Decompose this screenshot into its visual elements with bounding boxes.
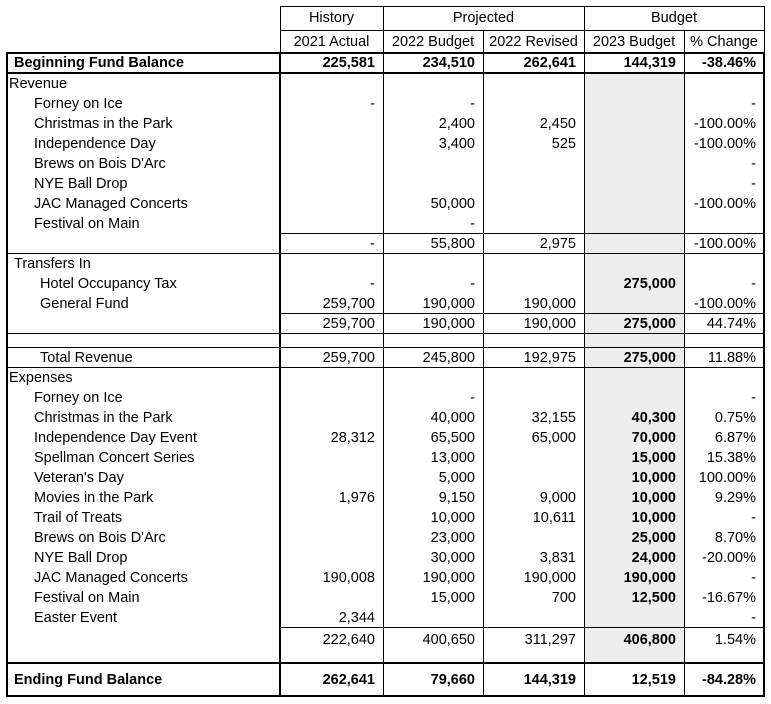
expense-item-label: NYE Ball Drop xyxy=(34,550,128,566)
expenses-section-bottom xyxy=(6,662,764,664)
expense-item-label: Easter Event xyxy=(34,610,118,626)
total-revenue-cell-0: 259,700 xyxy=(322,350,375,366)
expense-item-cell-4: 9.29% xyxy=(714,490,756,506)
expense-item-cell-1: 30,000 xyxy=(430,550,475,566)
expense-item-cell-2: 65,000 xyxy=(531,430,576,446)
revenue-item-cell-1: 2,400 xyxy=(438,116,475,132)
expenses-subtotal-cell-4: 1.54% xyxy=(714,632,756,648)
expense-item-cell-3: 24,000 xyxy=(631,550,676,566)
expense-item-cell-3: 15,000 xyxy=(631,450,676,466)
revenue-item-cell-2: 2,450 xyxy=(539,116,576,132)
ending-fund-balance-cell-4: -84.28% xyxy=(701,672,756,688)
expenses-subtotal-cell-2: 311,297 xyxy=(524,632,576,648)
expense-item-cell-2: 700 xyxy=(551,590,576,606)
expense-item-cell-3: 70,000 xyxy=(631,430,676,446)
revenue-item-cell-4: -100.00% xyxy=(693,116,756,132)
revenue-item-cell-4: -100.00% xyxy=(693,196,756,212)
beginning-fund-balance-label: Beginning Fund Balance xyxy=(14,55,184,71)
ending-fund-balance-cell-1: 79,660 xyxy=(430,672,475,688)
expense-item-label: Independence Day Event xyxy=(34,430,197,446)
expense-item-cell-4: - xyxy=(751,570,756,586)
header-right-border xyxy=(764,6,765,53)
total-revenue-label: Total Revenue xyxy=(40,350,133,366)
revenue-subtotal-cell-1: 55,800 xyxy=(430,236,475,252)
revenue-item-label: Festival on Main xyxy=(34,216,140,232)
header-col-2022-revised: 2022 Revised xyxy=(489,34,578,50)
expense-item-cell-3: 190,000 xyxy=(623,570,676,586)
revenue-item-cell-1: 50,000 xyxy=(430,196,475,212)
table-left-border xyxy=(6,52,8,697)
transfers-subtotal-cell-2: 190,000 xyxy=(523,316,576,332)
expense-item-cell-4: 6.87% xyxy=(714,430,756,446)
table-right-border xyxy=(763,52,765,697)
expense-item-cell-1: 65,500 xyxy=(430,430,475,446)
expense-item-cell-0: 28,312 xyxy=(330,430,375,446)
expense-item-cell-4: 8.70% xyxy=(714,530,756,546)
table-bottom-border xyxy=(6,695,765,697)
expense-item-cell-1: - xyxy=(470,390,475,406)
ending-fund-balance-cell-3: 12,519 xyxy=(631,672,676,688)
expense-item-cell-1: 40,000 xyxy=(430,410,475,426)
transfers-section-title: Transfers In xyxy=(14,256,91,272)
beginning-fund-balance-cell-1: 234,510 xyxy=(422,55,475,71)
transfers-item-cell-0: - xyxy=(370,276,375,292)
expense-item-label: Movies in the Park xyxy=(34,490,154,506)
expenses-subtotal-line xyxy=(280,627,765,628)
transfers-subtotal-cell-1: 190,000 xyxy=(422,316,475,332)
header-col-pct-change: % Change xyxy=(690,34,758,50)
header-group-history: History xyxy=(308,10,355,26)
transfers-section-bottom xyxy=(6,333,764,334)
transfers-item-cell-1: - xyxy=(470,276,475,292)
expense-item-cell-4: 0.75% xyxy=(714,410,756,426)
revenue-item-cell-1: - xyxy=(470,96,475,112)
expense-item-cell-4: - xyxy=(751,610,756,626)
expenses-subtotal-cell-3: 406,800 xyxy=(623,632,676,648)
expense-item-cell-1: 15,000 xyxy=(430,590,475,606)
header-divider xyxy=(483,30,484,53)
expense-item-cell-2: 10,611 xyxy=(532,510,576,526)
header-group-underline xyxy=(280,30,765,31)
header-col-2023-budget: 2023 Budget xyxy=(592,34,676,50)
expense-item-label: Veteran's Day xyxy=(34,470,124,486)
transfers-item-cell-2: 190,000 xyxy=(523,296,576,312)
expense-item-label: Trail of Treats xyxy=(34,510,123,526)
revenue-item-label: NYE Ball Drop xyxy=(34,176,128,192)
expense-item-cell-4: 15.38% xyxy=(706,450,756,466)
transfers-item-cell-4: -100.00% xyxy=(693,296,756,312)
expense-item-cell-3: 12,500 xyxy=(631,590,676,606)
expense-item-cell-4: 100.00% xyxy=(698,470,756,486)
expense-item-label: Forney on Ice xyxy=(34,390,123,406)
expense-item-cell-0: 2,344 xyxy=(338,610,375,626)
transfers-item-cell-1: 190,000 xyxy=(422,296,475,312)
expense-item-cell-4: -20.00% xyxy=(701,550,756,566)
expense-item-cell-2: 32,155 xyxy=(531,410,576,426)
header-left-border xyxy=(280,6,281,53)
revenue-item-cell-2: 525 xyxy=(551,136,576,152)
revenue-item-label: JAC Managed Concerts xyxy=(34,196,188,212)
expense-item-cell-0: 1,976 xyxy=(338,490,375,506)
expense-item-cell-1: 190,000 xyxy=(422,570,475,586)
header-top-border xyxy=(280,6,765,7)
transfers-item-label: General Fund xyxy=(40,296,129,312)
revenue-item-cell-4: - xyxy=(751,96,756,112)
ending-fund-balance-label: Ending Fund Balance xyxy=(14,672,163,688)
beginning-fund-balance-cell-0: 225,581 xyxy=(322,55,375,71)
transfers-subtotal-cell-4: 44.74% xyxy=(706,316,756,332)
label-column-border xyxy=(279,52,281,697)
revenue-item-cell-4: - xyxy=(751,176,756,192)
transfers-item-cell-3: 275,000 xyxy=(623,276,676,292)
header-col-2022-budget: 2022 Budget xyxy=(391,34,475,50)
expense-item-cell-3: 10,000 xyxy=(631,470,676,486)
expense-item-cell-1: 10,000 xyxy=(430,510,475,526)
revenue-item-label: Forney on Ice xyxy=(34,96,123,112)
ending-fund-balance-cell-2: 144,319 xyxy=(523,672,576,688)
total-revenue-cell-2: 192,975 xyxy=(523,350,576,366)
total-revenue-cell-4: 11.88% xyxy=(707,350,756,366)
revenue-section-title: Revenue xyxy=(9,76,68,92)
expense-item-cell-4: - xyxy=(751,390,756,406)
beginning-fund-balance-cell-2: 262,641 xyxy=(523,55,576,71)
revenue-item-cell-1: 3,400 xyxy=(438,136,475,152)
expense-item-label: Festival on Main xyxy=(34,590,140,606)
header-divider xyxy=(383,6,384,53)
revenue-item-cell-0: - xyxy=(370,96,375,112)
transfers-subtotal-cell-0: 259,700 xyxy=(322,316,375,332)
expense-item-cell-1: 13,000 xyxy=(430,450,475,466)
revenue-item-label: Independence Day xyxy=(34,136,156,152)
total-revenue-cell-3: 275,000 xyxy=(623,350,676,366)
header-divider xyxy=(684,30,685,53)
revenue-subtotal-cell-4: -100.00% xyxy=(693,236,756,252)
beginning-fund-balance-cell-3: 144,319 xyxy=(623,55,676,71)
expenses-subtotal-cell-0: 222,640 xyxy=(322,632,375,648)
revenue-subtotal-cell-2: 2,975 xyxy=(539,236,576,252)
transfers-subtotal-cell-3: 275,000 xyxy=(623,316,676,332)
header-group-projected: Projected xyxy=(452,10,515,26)
expense-item-label: Christmas in the Park xyxy=(34,410,173,426)
beginning-fund-balance-cell-4: -38.46% xyxy=(701,55,756,71)
expense-item-cell-1: 5,000 xyxy=(438,470,475,486)
header-divider xyxy=(584,6,585,53)
revenue-item-label: Christmas in the Park xyxy=(34,116,173,132)
expense-item-cell-4: -16.67% xyxy=(701,590,756,606)
expense-item-cell-3: 25,000 xyxy=(631,530,676,546)
expense-item-cell-0: 190,008 xyxy=(322,570,375,586)
expense-item-cell-3: 10,000 xyxy=(631,490,676,506)
ending-fund-balance-cell-0: 262,641 xyxy=(322,672,375,688)
header-group-budget: Budget xyxy=(651,10,697,26)
expense-item-cell-3: 40,300 xyxy=(631,410,676,426)
revenue-item-cell-1: - xyxy=(470,216,475,232)
expense-item-label: Spellman Concert Series xyxy=(34,450,195,466)
expense-item-cell-1: 9,150 xyxy=(438,490,475,506)
expense-item-cell-2: 3,831 xyxy=(539,550,576,566)
header-col-2021-actual: 2021 Actual xyxy=(293,34,370,50)
revenue-subtotal-cell-0: - xyxy=(370,236,375,252)
expense-item-cell-3: 10,000 xyxy=(631,510,676,526)
expense-item-cell-1: 23,000 xyxy=(430,530,475,546)
expense-item-cell-2: 9,000 xyxy=(539,490,576,506)
transfers-item-label: Hotel Occupancy Tax xyxy=(40,276,177,292)
revenue-item-label: Brews on Bois D'Arc xyxy=(34,156,166,172)
total-revenue-cell-1: 245,800 xyxy=(422,350,475,366)
expense-item-label: Brews on Bois D'Arc xyxy=(34,530,166,546)
expense-item-label: JAC Managed Concerts xyxy=(34,570,188,586)
expenses-section-title: Expenses xyxy=(9,370,73,386)
expense-item-cell-4: - xyxy=(751,510,756,526)
revenue-item-cell-4: -100.00% xyxy=(693,136,756,152)
transfers-item-cell-0: 259,700 xyxy=(322,296,375,312)
expenses-subtotal-cell-1: 400,650 xyxy=(422,632,475,648)
revenue-item-cell-4: - xyxy=(751,156,756,172)
transfers-item-cell-4: - xyxy=(751,276,756,292)
expense-item-cell-2: 190,000 xyxy=(523,570,576,586)
